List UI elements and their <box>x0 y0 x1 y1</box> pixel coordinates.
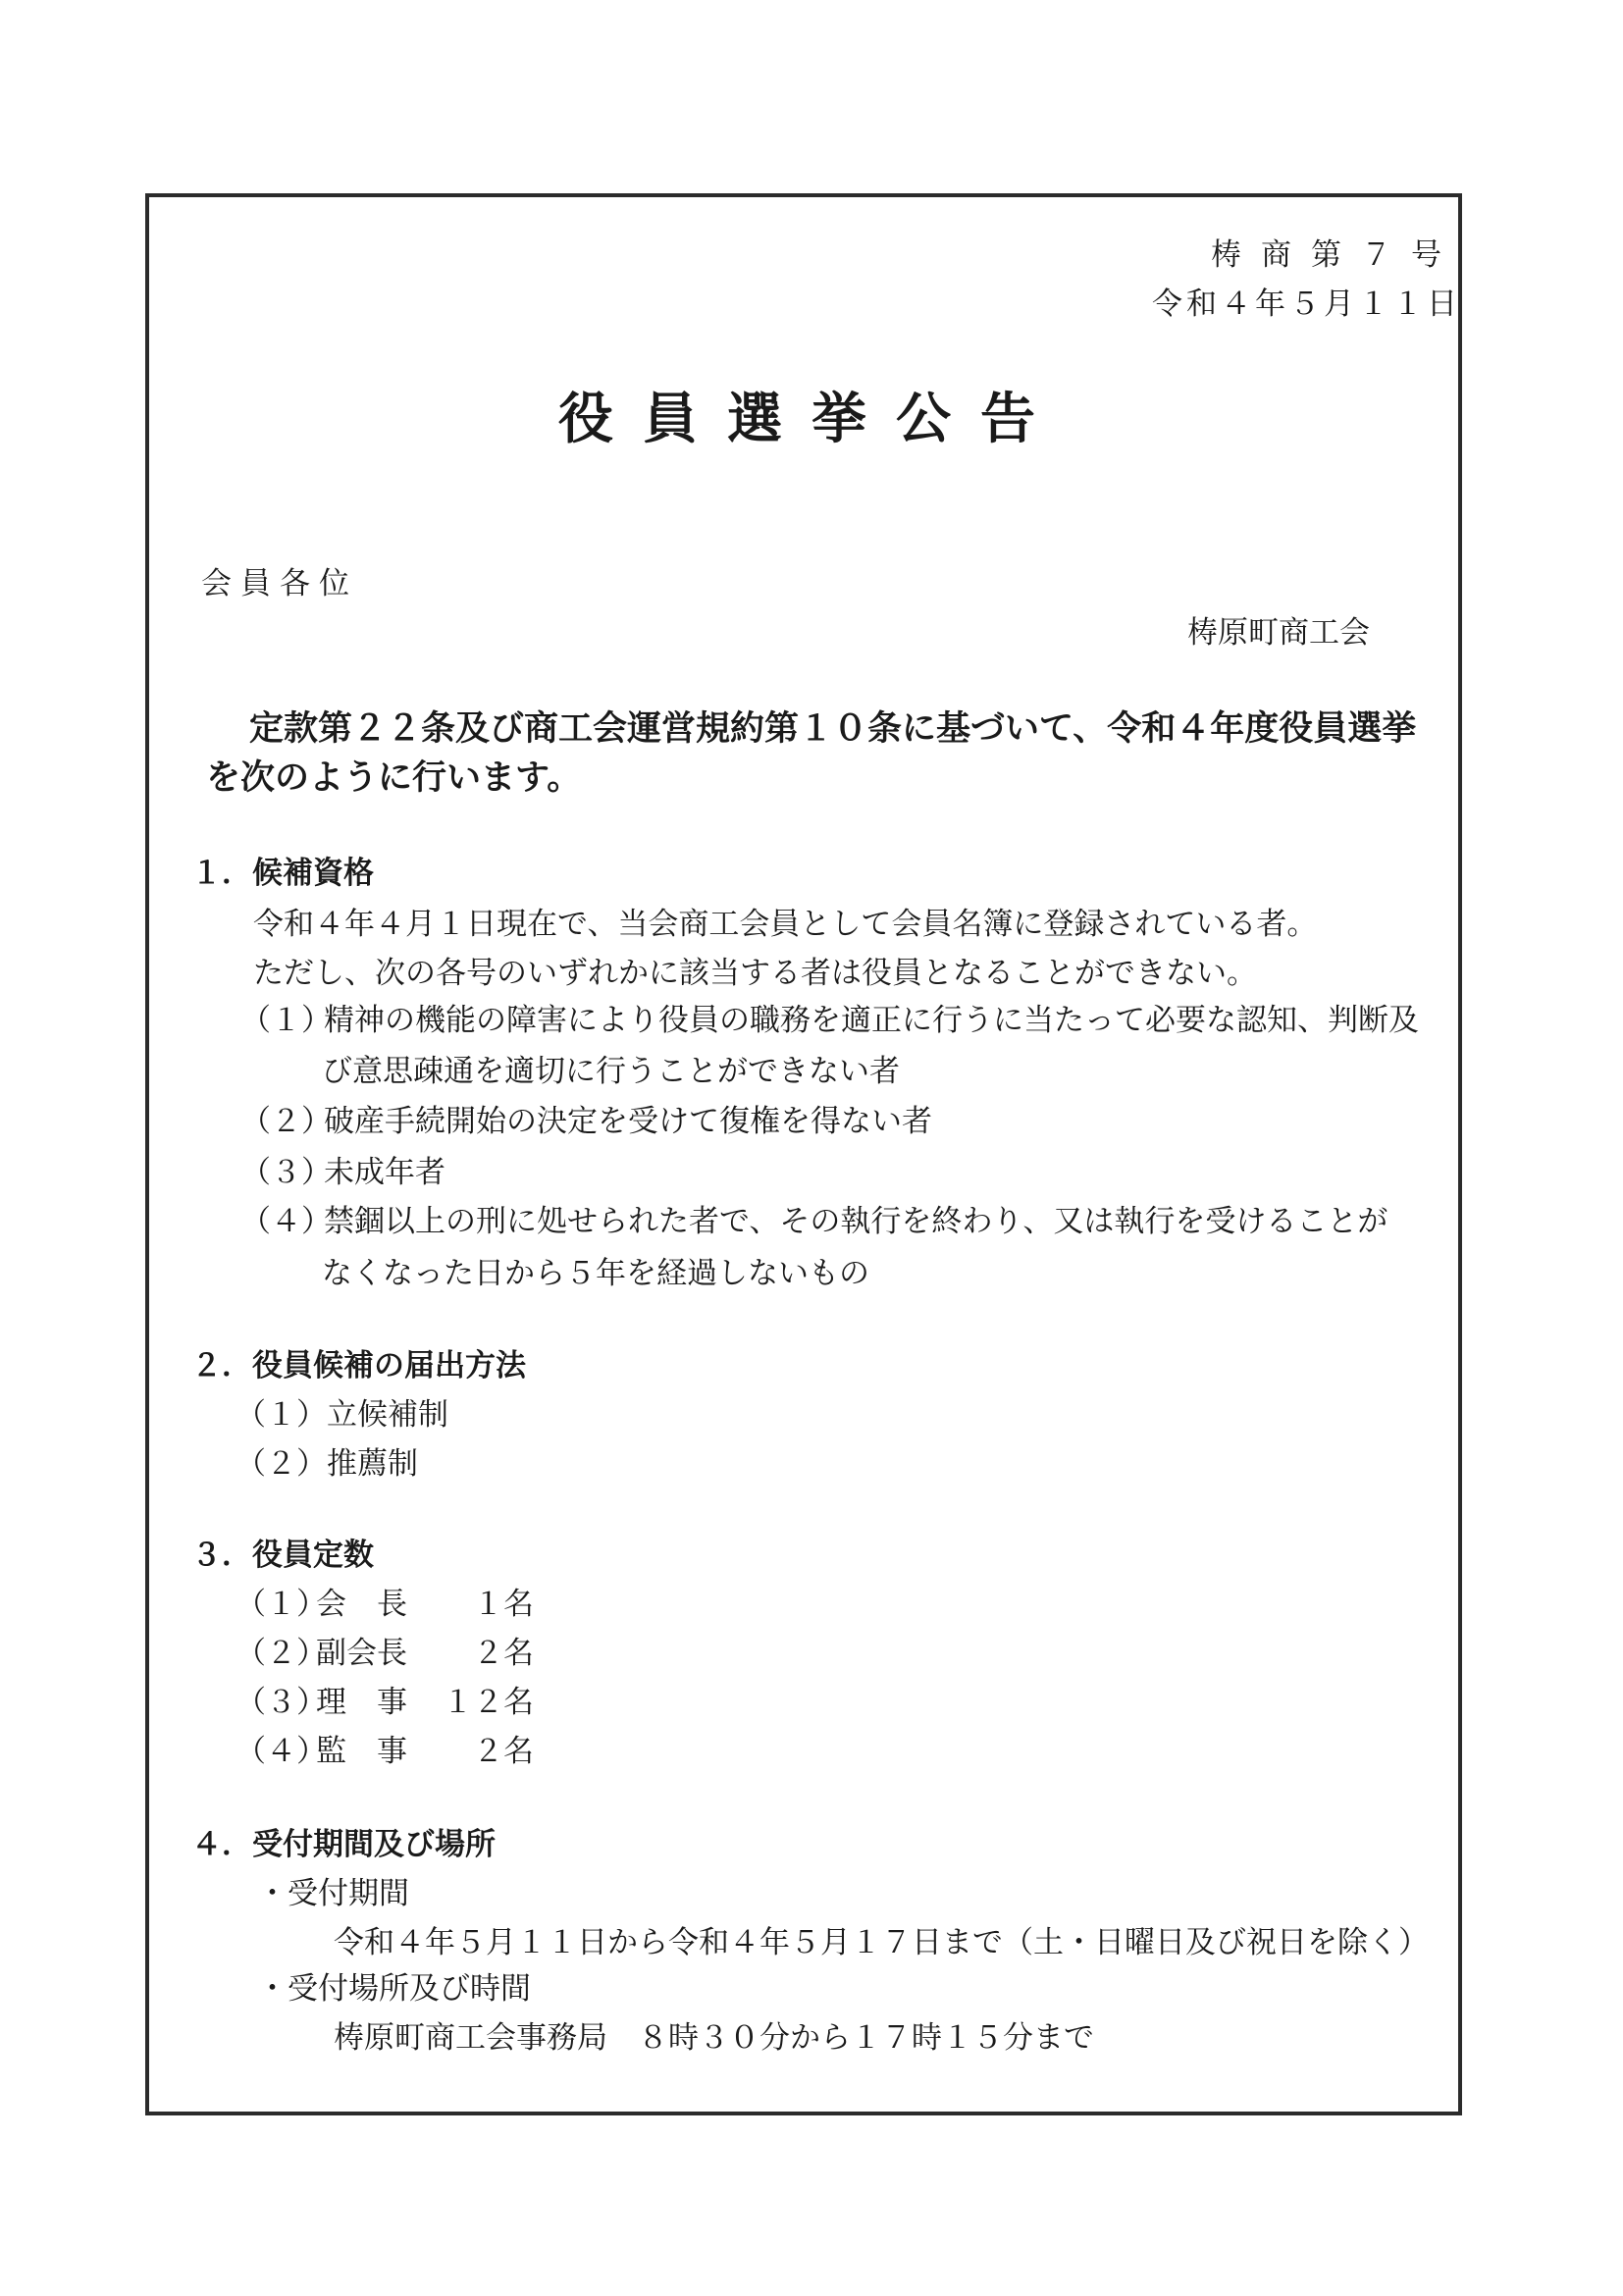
page-title: 役員選挙公告 <box>558 388 1065 451</box>
list-item-label: （１） <box>240 1003 332 1038</box>
officer-count: ２名 <box>473 1734 534 1769</box>
list-item-text: 破産手続開始の決定を受けて復権を得ない者 <box>324 1104 932 1139</box>
document-number: 梼商第７号 <box>1211 237 1461 273</box>
list-item: （２）推薦制 <box>236 1446 418 1482</box>
officer-role: 理 事 <box>316 1685 407 1720</box>
qualification-proviso: ただし、次の各号のいずれかに該当する者は役員となることができない。 <box>253 956 1257 991</box>
addressee: 会員各位 <box>201 566 358 601</box>
officer-count: ２名 <box>473 1636 534 1671</box>
reception-place-value: 梼原町商工会事務局 ８時３０分から１７時１５分まで <box>334 2020 1094 2056</box>
section-heading-officer-count: ３．役員定数 <box>191 1538 374 1573</box>
officer-count: １２名 <box>443 1685 534 1720</box>
list-item-label: （３） <box>236 1685 327 1720</box>
reception-period-label: ・受付期間 <box>257 1876 409 1911</box>
officer-role: 副会長 <box>316 1636 407 1671</box>
issue-date: 令和４年５月１１日 <box>1152 287 1461 322</box>
list-item-text: 精神の機能の障害により役員の職務を適正に行うに当たって必要な認知、判断及 <box>324 1003 1419 1038</box>
list-item-label: （４） <box>240 1204 332 1239</box>
qualification-line: 令和４年４月１日現在で、当会商工会員として会員名簿に登録されている者。 <box>253 907 1318 942</box>
officer-count: １名 <box>473 1587 534 1622</box>
list-item-label: （１） <box>236 1587 327 1622</box>
list-item-label: （４） <box>236 1734 327 1769</box>
list-item-text: なくなった日から５年を経過しないもの <box>322 1256 869 1291</box>
section-heading-filing-method: ２．役員候補の届出方法 <box>191 1348 526 1383</box>
reception-period-value: 令和４年５月１１日から令和４年５月１７日まで（土・日曜日及び祝日を除く） <box>334 1925 1429 1960</box>
list-item-label: （２） <box>236 1636 327 1671</box>
officer-role: 監 事 <box>316 1734 407 1769</box>
list-item-label: （３） <box>240 1155 332 1190</box>
section-heading-reception: ４．受付期間及び場所 <box>191 1827 496 1862</box>
officer-role: 会 長 <box>316 1587 407 1622</box>
list-item-text: 禁錮以上の刑に処せられた者で、その執行を終わり、又は執行を受けることが <box>324 1204 1388 1239</box>
reception-place-label: ・受付場所及び時間 <box>257 1971 531 2007</box>
list-item: （１）立候補制 <box>236 1397 448 1433</box>
sender: 梼原町商工会 <box>1187 615 1370 651</box>
list-item-text: び意思疎通を適切に行うことができない者 <box>322 1054 900 1089</box>
list-item-text: 未成年者 <box>324 1155 445 1190</box>
section-heading-qualification: １．候補資格 <box>191 856 374 891</box>
lead-paragraph: 定款第２２条及び商工会運営規約第１０条に基づいて、令和４年度役員選挙を次のように行います。 <box>206 709 1417 798</box>
list-item-label: （２） <box>240 1104 332 1139</box>
